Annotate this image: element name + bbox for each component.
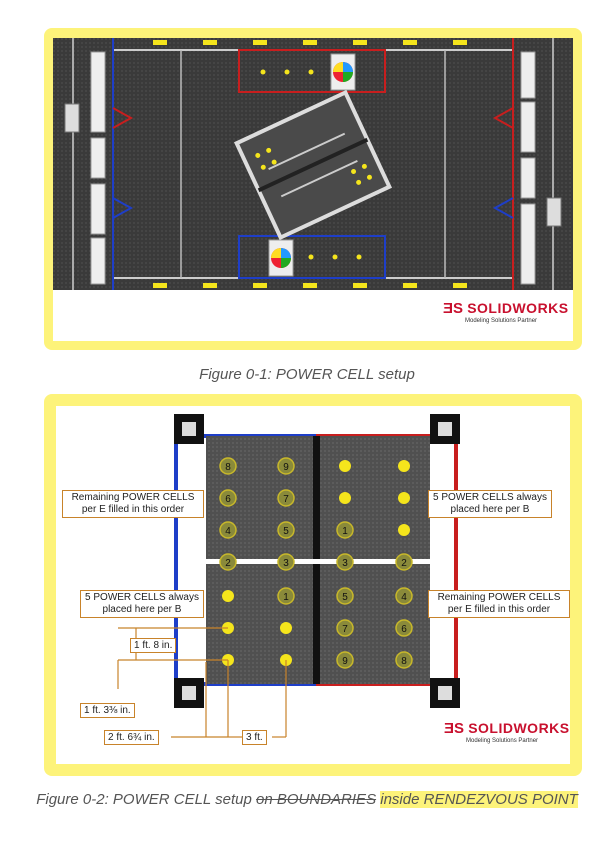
caption-struck: on BOUNDARIES bbox=[256, 791, 377, 808]
callout-remaining-left: Remaining POWER CELLS per E filled in this order bbox=[62, 490, 204, 518]
cell-label: 2 bbox=[225, 558, 231, 569]
cell-label: 3 bbox=[283, 558, 289, 569]
cell-label: 5 bbox=[342, 592, 348, 603]
figure2-image bbox=[56, 406, 570, 764]
cell-label: 1 bbox=[283, 592, 289, 603]
cell-label: 3 bbox=[342, 558, 348, 569]
dimension-3ft: 3 ft. bbox=[242, 730, 267, 745]
caption-highlight: inside RENDEZVOUS POINT bbox=[380, 791, 578, 808]
cell-label: 8 bbox=[225, 462, 231, 473]
cell-label: 2 bbox=[401, 558, 407, 569]
cell-label: 5 bbox=[283, 526, 289, 537]
solidworks-logo-1: ƎS SOLIDWORKS Modeling Solutions Partner bbox=[443, 300, 569, 324]
cell-label: 6 bbox=[225, 494, 231, 505]
callout-always-right: 5 POWER CELLS always placed here per B bbox=[428, 490, 552, 518]
figure1-caption: Figure 0-1: POWER CELL setup bbox=[199, 366, 415, 383]
solidworks-logo-2: ƎS SOLIDWORKS Modeling Solutions Partner bbox=[444, 720, 570, 744]
cell-label: 4 bbox=[225, 526, 231, 537]
dimension-1ft3in: 1 ft. 3⅜ in. bbox=[80, 703, 135, 718]
caption-prefix: Figure 0-2: POWER CELL setup bbox=[36, 791, 257, 808]
figure2-caption bbox=[0, 791, 614, 808]
field-overhead-svg bbox=[53, 38, 573, 341]
cell-label: 4 bbox=[401, 592, 407, 603]
cell-label: 7 bbox=[342, 624, 348, 635]
cell-label: 7 bbox=[283, 494, 289, 505]
cell-label: 9 bbox=[283, 462, 289, 473]
callout-remaining-right: Remaining POWER CELLS per E filled in this order bbox=[428, 590, 570, 618]
figure1-image bbox=[53, 38, 573, 341]
cell-label: 8 bbox=[401, 656, 407, 667]
dimension-1ft8in: 1 ft. 8 in. bbox=[130, 638, 176, 653]
cell-label: 9 bbox=[342, 656, 348, 667]
callout-always-left: 5 POWER CELLS always placed here per B bbox=[80, 590, 204, 618]
dimension-2ft6in: 2 ft. 6¾ in. bbox=[104, 730, 159, 745]
cell-label: 1 bbox=[342, 526, 348, 537]
cell-label: 6 bbox=[401, 624, 407, 635]
